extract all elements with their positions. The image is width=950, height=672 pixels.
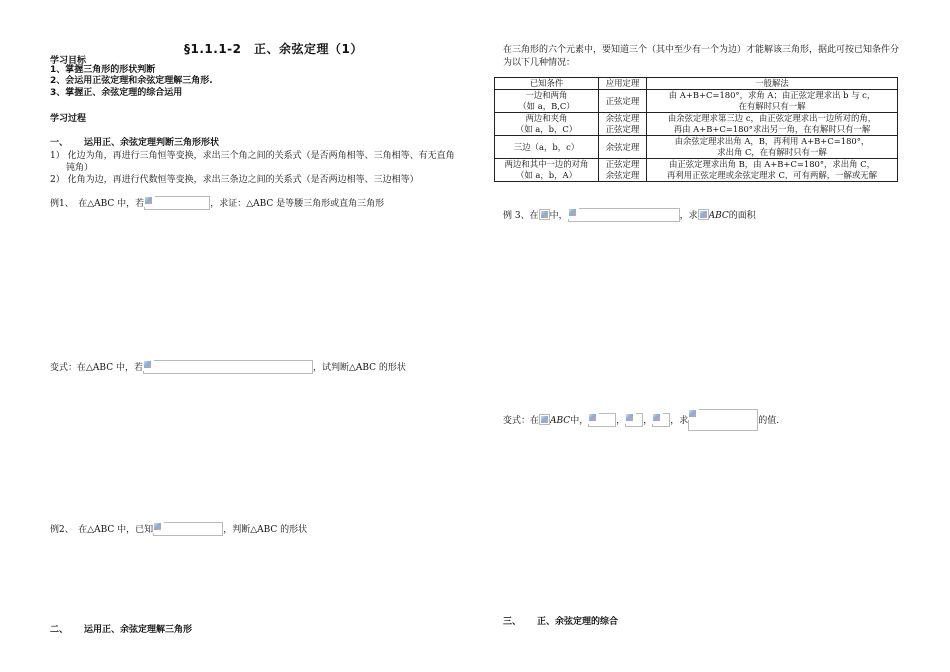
broken-image-icon [539,209,550,220]
example2 [50,522,307,536]
example2-prefix: 例2、 在△ABC 中，已知 [50,525,154,535]
section3-number: 三、 [503,617,522,627]
variant2-mid: 中， [570,416,589,426]
section3-title: 正、余弦定理的综合 [537,617,619,627]
variant2-sep1: ， [616,416,626,426]
intro-line1: 在三角形的六个元素中，要知道三个（其中至少有一个为边）才能解该三角形，据此可按已知条件分 [503,45,900,55]
table-cell-condition: 一边和两角 （如 a，B,C） [495,90,599,113]
table-cell-condition: 三边（a，b，c） [495,136,599,159]
table-cell-theorem: 正弦定理 余弦定理 [599,159,647,182]
table-cell-solution: 由余弦定理求出角 A，B，再利用 A+B+C=180°， 求出角 C，在有解时只有一解 [647,136,898,159]
variant2-prefix: 变式：在 [503,416,540,426]
table-cell-condition: 两边和其中一边的对角 （如 a，b，A） [495,159,599,182]
broken-image-icon [688,409,699,420]
method1-line2: 钝角） [66,163,94,173]
example3-prefix: 例 3、在 [503,211,539,221]
broken-image-icon [153,522,164,533]
variant1-suffix: ，试判断△ABC 的形状 [312,363,406,373]
broken-image-icon [568,208,579,219]
table-header-row [495,78,898,90]
broken-image-icon [588,413,599,424]
process-heading: 学习过程 [50,114,87,124]
table-row [495,159,898,182]
table-cell-solution: 由正弦定理求出角 B，由 A+B+C=180°，求出角 C， 再利用正弦定理或余弦定理求 C，可有两解，一解或无解 [647,159,898,182]
example3 [503,208,756,222]
triangle-abc-label: ABC [550,416,571,426]
goal-item-1: 1、掌握三角形的形状判断 [50,65,156,75]
section1-title: 运用正、余弦定理判断三角形形状 [84,138,220,148]
example3-comma: ，求 [679,211,698,221]
table-cell-theorem: 余弦定理 正弦定理 [599,113,647,136]
table-cell-theorem: 余弦定理 [599,136,647,159]
example1-prefix: 例1、 在△ABC 中，若 [50,199,145,209]
broken-image-icon [144,196,155,207]
example3-suffix: 的面积 [728,211,756,221]
variant2 [503,409,779,431]
broken-image-icon [539,414,550,425]
table-cell-solution: 由 A+B+C=180°，求角 A；由正弦定理求出 b 与 c， 在有解时只有一解 [647,90,898,113]
broken-image-icon [698,209,709,220]
variant1-formula-image [143,360,313,374]
section2-title: 运用正、余弦定理解三角形 [84,625,193,635]
table-header-cell: 应用定理 [599,78,647,90]
intro-line2: 为以下几种情况： [503,58,576,68]
section1-number: 一、 [50,138,69,148]
table-header-cell: 已知条件 [495,78,599,90]
variant2-formula-image-2 [625,413,643,427]
example2-suffix: ，判断△ABC 的形状 [223,525,308,535]
variant1-prefix: 变式：在△ABC 中，若 [50,363,143,373]
broken-image-icon [652,413,663,424]
section2-number: 二、 [50,625,69,635]
variant2-sep2: ， [643,416,653,426]
table-cell-theorem: 正弦定理 [599,90,647,113]
example1-formula-image [144,196,210,210]
table-cell-solution: 由余弦定理求第三边 c，由正弦定理求出一边所对的角， 再由 A+B+C=180°求出另一角，在有解时只有一解 [647,113,898,136]
variant2-formula-image-3 [652,413,670,427]
example3-mid: 中， [549,211,568,221]
triangle-abc-label: ABC [708,211,729,221]
method1-line1: 1） 化边为角，再进行三角恒等变换，求出三个角之间的关系式（是否两角相等、三角相等、有无直角 [50,151,455,161]
example2-formula-image [153,522,223,536]
table-row [495,136,898,159]
goals-heading: 学习目标 [50,56,87,66]
table-cell-condition: 两边和夹角 （如 a，b，C） [495,113,599,136]
table-row [495,113,898,136]
variant2-suffix: 的值. [758,416,780,426]
broken-image-icon [143,360,154,371]
table-row [495,90,898,113]
example1-suffix: ，求证：△ABC 是等腰三角形或直角三角形 [210,199,385,209]
goal-item-2: 2、会运用正弦定理和余弦定理解三角形. [50,76,213,86]
page-title: §1.1.1-2 正、余弦定理（1） [184,42,363,56]
goal-item-3: 3、掌握正、余弦定理的综合运用 [50,88,183,98]
variant1 [50,360,406,374]
variant2-formula-image-1 [588,413,616,427]
table-header-cell: 一般解法 [647,78,898,90]
method2: 2） 化角为边，再进行代数恒等变换，求出三条边之间的关系式（是否两边相等、三边相等） [50,175,419,185]
solution-methods-table [494,77,898,182]
broken-image-icon [625,413,636,424]
variant2-formula-image-4 [688,409,758,431]
variant2-sep3: ，求 [670,416,689,426]
example1 [50,196,384,210]
example3-formula-image [568,208,680,222]
